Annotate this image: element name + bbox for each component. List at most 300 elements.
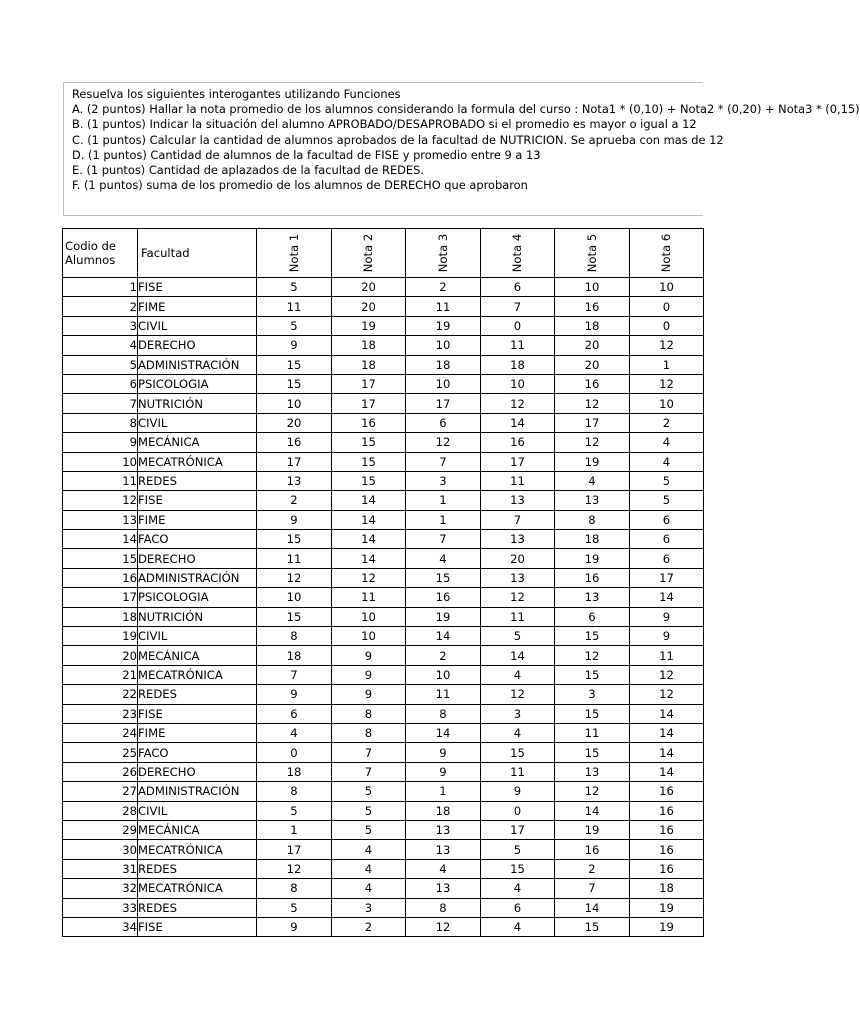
- facultad-cell: DERECHO: [138, 549, 257, 568]
- nota-3-cell: 13: [406, 820, 481, 839]
- nota-5-cell: 18: [555, 316, 630, 335]
- nota-4-cell: 12: [481, 588, 555, 607]
- nota-3-cell: 7: [406, 530, 481, 549]
- student-number-cell: 11: [63, 471, 138, 490]
- table-row: [63, 917, 704, 936]
- nota-5-cell: 15: [555, 743, 630, 762]
- table-row: [63, 297, 704, 316]
- nota-5-cell: 10: [555, 278, 630, 297]
- nota-3-cell: 10: [406, 665, 481, 684]
- nota-1-cell: 10: [257, 588, 332, 607]
- student-number-cell: 31: [63, 859, 138, 878]
- nota-3-cell: 11: [406, 685, 481, 704]
- instruction-line: E. (1 puntos) Cantidad de aplazados de la facultad de REDES.: [72, 163, 424, 178]
- nota-4-cell: 20: [481, 549, 555, 568]
- facultad-cell: FIME: [138, 510, 257, 529]
- nota-5-cell: 12: [555, 433, 630, 452]
- nota-3-cell: 19: [406, 316, 481, 335]
- nota-2-cell: 3: [332, 898, 406, 917]
- table-row: [63, 394, 704, 413]
- student-number-cell: 33: [63, 898, 138, 917]
- table-row: [63, 762, 704, 781]
- nota-1-cell: 5: [257, 898, 332, 917]
- nota-3-cell: 3: [406, 471, 481, 490]
- nota-4-cell: 11: [481, 607, 555, 626]
- table-row: [63, 452, 704, 471]
- student-number-cell: 16: [63, 568, 138, 587]
- student-number-cell: 21: [63, 665, 138, 684]
- nota-3-cell: 13: [406, 840, 481, 859]
- nota-1-cell: 18: [257, 762, 332, 781]
- nota-3-cell: 9: [406, 762, 481, 781]
- nota-3-cell: 8: [406, 704, 481, 723]
- nota-6-cell: 0: [630, 297, 704, 316]
- nota-2-cell: 15: [332, 452, 406, 471]
- nota-2-cell: 16: [332, 413, 406, 432]
- facultad-cell: PSICOLOGIA: [138, 374, 257, 393]
- nota-3-cell: 7: [406, 452, 481, 471]
- facultad-cell: REDES: [138, 898, 257, 917]
- nota-6-cell: 18: [630, 879, 704, 898]
- nota-4-cell: 15: [481, 743, 555, 762]
- facultad-cell: MECATRÓNICA: [138, 879, 257, 898]
- header-nota-1: [257, 229, 332, 278]
- header-nota-label: Nota 4: [510, 233, 525, 273]
- table-body: [63, 278, 704, 937]
- student-number-cell: 26: [63, 762, 138, 781]
- table-row: [63, 316, 704, 335]
- nota-1-cell: 13: [257, 471, 332, 490]
- nota-3-cell: 4: [406, 859, 481, 878]
- table-row: [63, 491, 704, 510]
- table-row: [63, 723, 704, 742]
- nota-5-cell: 16: [555, 568, 630, 587]
- table-row: [63, 859, 704, 878]
- nota-6-cell: 9: [630, 607, 704, 626]
- instruction-line: C. (1 puntos) Calcular la cantidad de alumnos aprobados de la facultad de NUTRICION. Se aprueba con mas de 12: [72, 132, 724, 147]
- table-row: [63, 801, 704, 820]
- header-nota-label: Nota 6: [659, 233, 674, 273]
- nota-3-cell: 12: [406, 433, 481, 452]
- nota-5-cell: 15: [555, 704, 630, 723]
- nota-4-cell: 12: [481, 394, 555, 413]
- student-number-cell: 29: [63, 820, 138, 839]
- nota-3-cell: 16: [406, 588, 481, 607]
- nota-2-cell: 11: [332, 588, 406, 607]
- table-row: [63, 413, 704, 432]
- student-number-cell: 25: [63, 743, 138, 762]
- nota-4-cell: 13: [481, 568, 555, 587]
- facultad-cell: MECÁNICA: [138, 433, 257, 452]
- nota-3-cell: 10: [406, 336, 481, 355]
- nota-5-cell: 18: [555, 530, 630, 549]
- table-row: [63, 685, 704, 704]
- nota-1-cell: 17: [257, 452, 332, 471]
- nota-1-cell: 17: [257, 840, 332, 859]
- nota-4-cell: 16: [481, 433, 555, 452]
- header-nota-2: [332, 229, 406, 278]
- nota-1-cell: 4: [257, 723, 332, 742]
- nota-6-cell: 11: [630, 646, 704, 665]
- grades-table: [62, 228, 704, 937]
- nota-3-cell: 9: [406, 743, 481, 762]
- nota-6-cell: 6: [630, 549, 704, 568]
- nota-6-cell: 10: [630, 394, 704, 413]
- nota-5-cell: 12: [555, 394, 630, 413]
- nota-1-cell: 8: [257, 879, 332, 898]
- table-row: [63, 471, 704, 490]
- nota-4-cell: 6: [481, 898, 555, 917]
- facultad-cell: NUTRICIÓN: [138, 607, 257, 626]
- student-number-cell: 9: [63, 433, 138, 452]
- nota-1-cell: 9: [257, 336, 332, 355]
- nota-4-cell: 5: [481, 840, 555, 859]
- nota-1-cell: 9: [257, 685, 332, 704]
- student-number-cell: 23: [63, 704, 138, 723]
- nota-5-cell: 2: [555, 859, 630, 878]
- nota-3-cell: 17: [406, 394, 481, 413]
- nota-4-cell: 0: [481, 316, 555, 335]
- nota-2-cell: 14: [332, 530, 406, 549]
- student-number-cell: 3: [63, 316, 138, 335]
- nota-4-cell: 6: [481, 278, 555, 297]
- nota-1-cell: 7: [257, 665, 332, 684]
- nota-1-cell: 18: [257, 646, 332, 665]
- instructions-box: [63, 82, 860, 216]
- nota-6-cell: 14: [630, 743, 704, 762]
- nota-2-cell: 15: [332, 433, 406, 452]
- header-codio: Codio de Alumnos: [63, 229, 138, 278]
- student-number-cell: 13: [63, 510, 138, 529]
- facultad-cell: FISE: [138, 704, 257, 723]
- table-row: [63, 355, 704, 374]
- nota-2-cell: 20: [332, 278, 406, 297]
- nota-2-cell: 8: [332, 723, 406, 742]
- nota-2-cell: 4: [332, 840, 406, 859]
- nota-2-cell: 14: [332, 491, 406, 510]
- nota-1-cell: 12: [257, 859, 332, 878]
- instruction-line: B. (1 puntos) Indicar la situación del alumno APROBADO/DESAPROBADO si el promedio es mayor o igual a 12: [72, 117, 697, 132]
- facultad-cell: FACO: [138, 530, 257, 549]
- table-row: [63, 568, 704, 587]
- nota-6-cell: 0: [630, 316, 704, 335]
- nota-3-cell: 2: [406, 278, 481, 297]
- student-number-cell: 14: [63, 530, 138, 549]
- nota-6-cell: 9: [630, 627, 704, 646]
- nota-4-cell: 4: [481, 879, 555, 898]
- nota-1-cell: 0: [257, 743, 332, 762]
- student-number-cell: 32: [63, 879, 138, 898]
- facultad-cell: PSICOLOGIA: [138, 588, 257, 607]
- nota-1-cell: 8: [257, 627, 332, 646]
- nota-4-cell: 14: [481, 646, 555, 665]
- nota-2-cell: 9: [332, 665, 406, 684]
- nota-4-cell: 14: [481, 413, 555, 432]
- nota-3-cell: 11: [406, 297, 481, 316]
- nota-6-cell: 14: [630, 704, 704, 723]
- facultad-cell: FIME: [138, 723, 257, 742]
- nota-5-cell: 4: [555, 471, 630, 490]
- table-row: [63, 627, 704, 646]
- student-number-cell: 1: [63, 278, 138, 297]
- facultad-cell: CIVIL: [138, 627, 257, 646]
- facultad-cell: DERECHO: [138, 762, 257, 781]
- nota-6-cell: 12: [630, 665, 704, 684]
- nota-4-cell: 18: [481, 355, 555, 374]
- table-row: [63, 879, 704, 898]
- nota-5-cell: 19: [555, 820, 630, 839]
- nota-3-cell: 2: [406, 646, 481, 665]
- nota-2-cell: 5: [332, 782, 406, 801]
- instruction-line: F. (1 puntos) suma de los promedio de los alumnos de DERECHO que aprobaron: [72, 178, 528, 193]
- facultad-cell: DERECHO: [138, 336, 257, 355]
- nota-1-cell: 10: [257, 394, 332, 413]
- facultad-cell: ADMINISTRACIÓN: [138, 568, 257, 587]
- facultad-cell: MECÁNICA: [138, 820, 257, 839]
- nota-1-cell: 2: [257, 491, 332, 510]
- nota-6-cell: 4: [630, 433, 704, 452]
- nota-1-cell: 5: [257, 801, 332, 820]
- nota-6-cell: 14: [630, 762, 704, 781]
- student-number-cell: 19: [63, 627, 138, 646]
- facultad-cell: REDES: [138, 685, 257, 704]
- table-row: [63, 820, 704, 839]
- nota-6-cell: 5: [630, 491, 704, 510]
- nota-1-cell: 11: [257, 297, 332, 316]
- table-row: [63, 510, 704, 529]
- nota-5-cell: 13: [555, 491, 630, 510]
- nota-5-cell: 17: [555, 413, 630, 432]
- facultad-cell: FISE: [138, 917, 257, 936]
- table-row: [63, 898, 704, 917]
- nota-2-cell: 2: [332, 917, 406, 936]
- student-number-cell: 8: [63, 413, 138, 432]
- nota-5-cell: 20: [555, 355, 630, 374]
- nota-2-cell: 15: [332, 471, 406, 490]
- nota-4-cell: 7: [481, 297, 555, 316]
- nota-3-cell: 4: [406, 549, 481, 568]
- student-number-cell: 30: [63, 840, 138, 859]
- nota-6-cell: 14: [630, 723, 704, 742]
- header-nota-label: Nota 3: [435, 233, 450, 273]
- nota-1-cell: 20: [257, 413, 332, 432]
- nota-3-cell: 10: [406, 374, 481, 393]
- nota-2-cell: 18: [332, 336, 406, 355]
- header-nota-4: [481, 229, 555, 278]
- nota-5-cell: 15: [555, 917, 630, 936]
- nota-6-cell: 16: [630, 840, 704, 859]
- nota-5-cell: 11: [555, 723, 630, 742]
- header-nota-label: Nota 1: [286, 233, 301, 273]
- nota-3-cell: 12: [406, 917, 481, 936]
- nota-4-cell: 17: [481, 820, 555, 839]
- nota-3-cell: 14: [406, 627, 481, 646]
- nota-6-cell: 16: [630, 801, 704, 820]
- facultad-cell: NUTRICIÓN: [138, 394, 257, 413]
- table-row: [63, 607, 704, 626]
- nota-4-cell: 4: [481, 665, 555, 684]
- nota-6-cell: 19: [630, 898, 704, 917]
- nota-1-cell: 12: [257, 568, 332, 587]
- nota-4-cell: 3: [481, 704, 555, 723]
- nota-6-cell: 6: [630, 530, 704, 549]
- student-number-cell: 7: [63, 394, 138, 413]
- nota-4-cell: 15: [481, 859, 555, 878]
- nota-4-cell: 0: [481, 801, 555, 820]
- nota-2-cell: 10: [332, 627, 406, 646]
- nota-6-cell: 17: [630, 568, 704, 587]
- nota-4-cell: 13: [481, 491, 555, 510]
- facultad-cell: MECÁNICA: [138, 646, 257, 665]
- student-number-cell: 12: [63, 491, 138, 510]
- facultad-cell: MECATRÓNICA: [138, 665, 257, 684]
- nota-1-cell: 15: [257, 530, 332, 549]
- nota-2-cell: 9: [332, 646, 406, 665]
- student-number-cell: 34: [63, 917, 138, 936]
- student-number-cell: 2: [63, 297, 138, 316]
- student-number-cell: 4: [63, 336, 138, 355]
- instruction-line: Resuelva los siguientes interogantes utilizando Funciones: [72, 87, 401, 101]
- nota-4-cell: 11: [481, 471, 555, 490]
- nota-3-cell: 15: [406, 568, 481, 587]
- nota-4-cell: 13: [481, 530, 555, 549]
- nota-6-cell: 19: [630, 917, 704, 936]
- facultad-cell: ADMINISTRACIÓN: [138, 355, 257, 374]
- table-row: [63, 704, 704, 723]
- nota-2-cell: 4: [332, 879, 406, 898]
- nota-1-cell: 6: [257, 704, 332, 723]
- nota-5-cell: 16: [555, 297, 630, 316]
- nota-5-cell: 16: [555, 374, 630, 393]
- student-number-cell: 18: [63, 607, 138, 626]
- nota-2-cell: 17: [332, 374, 406, 393]
- nota-5-cell: 14: [555, 801, 630, 820]
- nota-2-cell: 12: [332, 568, 406, 587]
- nota-2-cell: 17: [332, 394, 406, 413]
- nota-5-cell: 14: [555, 898, 630, 917]
- nota-6-cell: 6: [630, 510, 704, 529]
- nota-5-cell: 15: [555, 627, 630, 646]
- facultad-cell: ADMINISTRACIÓN: [138, 782, 257, 801]
- nota-2-cell: 8: [332, 704, 406, 723]
- nota-3-cell: 6: [406, 413, 481, 432]
- nota-4-cell: 4: [481, 723, 555, 742]
- nota-5-cell: 16: [555, 840, 630, 859]
- instruction-line: A. (2 puntos) Hallar la nota promedio de los alumnos considerando la formula del curso : Nota1 * (0,10) + Nota2 * (0,20) + Nota3 * (0,15): [72, 102, 860, 117]
- header-nota-label: Nota 5: [584, 233, 599, 273]
- nota-6-cell: 2: [630, 413, 704, 432]
- nota-2-cell: 14: [332, 510, 406, 529]
- table-row: [63, 588, 704, 607]
- nota-3-cell: 1: [406, 782, 481, 801]
- nota-3-cell: 8: [406, 898, 481, 917]
- nota-4-cell: 17: [481, 452, 555, 471]
- nota-3-cell: 1: [406, 491, 481, 510]
- student-number-cell: 17: [63, 588, 138, 607]
- facultad-cell: REDES: [138, 471, 257, 490]
- student-number-cell: 10: [63, 452, 138, 471]
- nota-2-cell: 9: [332, 685, 406, 704]
- student-number-cell: 28: [63, 801, 138, 820]
- header-nota-6: [630, 229, 704, 278]
- table-row: [63, 840, 704, 859]
- nota-3-cell: 14: [406, 723, 481, 742]
- header-facultad: Facultad: [138, 229, 257, 278]
- facultad-cell: CIVIL: [138, 413, 257, 432]
- facultad-cell: FACO: [138, 743, 257, 762]
- table-row: [63, 433, 704, 452]
- student-number-cell: 24: [63, 723, 138, 742]
- nota-6-cell: 1: [630, 355, 704, 374]
- table-row: [63, 665, 704, 684]
- student-number-cell: 27: [63, 782, 138, 801]
- nota-2-cell: 10: [332, 607, 406, 626]
- nota-2-cell: 7: [332, 743, 406, 762]
- table-row: [63, 530, 704, 549]
- nota-1-cell: 15: [257, 374, 332, 393]
- nota-4-cell: 10: [481, 374, 555, 393]
- student-number-cell: 22: [63, 685, 138, 704]
- nota-2-cell: 7: [332, 762, 406, 781]
- nota-4-cell: 5: [481, 627, 555, 646]
- nota-2-cell: 5: [332, 820, 406, 839]
- nota-3-cell: 1: [406, 510, 481, 529]
- nota-1-cell: 1: [257, 820, 332, 839]
- student-number-cell: 6: [63, 374, 138, 393]
- nota-2-cell: 14: [332, 549, 406, 568]
- facultad-cell: MECATRÓNICA: [138, 840, 257, 859]
- nota-5-cell: 19: [555, 452, 630, 471]
- header-row: [63, 229, 704, 278]
- nota-5-cell: 15: [555, 665, 630, 684]
- nota-2-cell: 4: [332, 859, 406, 878]
- nota-1-cell: 15: [257, 607, 332, 626]
- facultad-cell: FISE: [138, 278, 257, 297]
- nota-4-cell: 12: [481, 685, 555, 704]
- facultad-cell: FISE: [138, 491, 257, 510]
- nota-2-cell: 5: [332, 801, 406, 820]
- nota-6-cell: 5: [630, 471, 704, 490]
- nota-6-cell: 4: [630, 452, 704, 471]
- nota-1-cell: 9: [257, 510, 332, 529]
- nota-3-cell: 18: [406, 801, 481, 820]
- nota-5-cell: 3: [555, 685, 630, 704]
- table-row: [63, 549, 704, 568]
- nota-5-cell: 6: [555, 607, 630, 626]
- facultad-cell: REDES: [138, 859, 257, 878]
- table-row: [63, 743, 704, 762]
- table-row: [63, 782, 704, 801]
- student-number-cell: 20: [63, 646, 138, 665]
- facultad-cell: CIVIL: [138, 316, 257, 335]
- nota-1-cell: 5: [257, 278, 332, 297]
- nota-5-cell: 7: [555, 879, 630, 898]
- nota-5-cell: 12: [555, 646, 630, 665]
- facultad-cell: FIME: [138, 297, 257, 316]
- nota-2-cell: 18: [332, 355, 406, 374]
- nota-6-cell: 12: [630, 374, 704, 393]
- nota-3-cell: 13: [406, 879, 481, 898]
- student-number-cell: 15: [63, 549, 138, 568]
- nota-4-cell: 11: [481, 762, 555, 781]
- nota-6-cell: 16: [630, 859, 704, 878]
- nota-5-cell: 13: [555, 588, 630, 607]
- nota-5-cell: 8: [555, 510, 630, 529]
- nota-3-cell: 18: [406, 355, 481, 374]
- table-row: [63, 646, 704, 665]
- nota-1-cell: 16: [257, 433, 332, 452]
- nota-5-cell: 13: [555, 762, 630, 781]
